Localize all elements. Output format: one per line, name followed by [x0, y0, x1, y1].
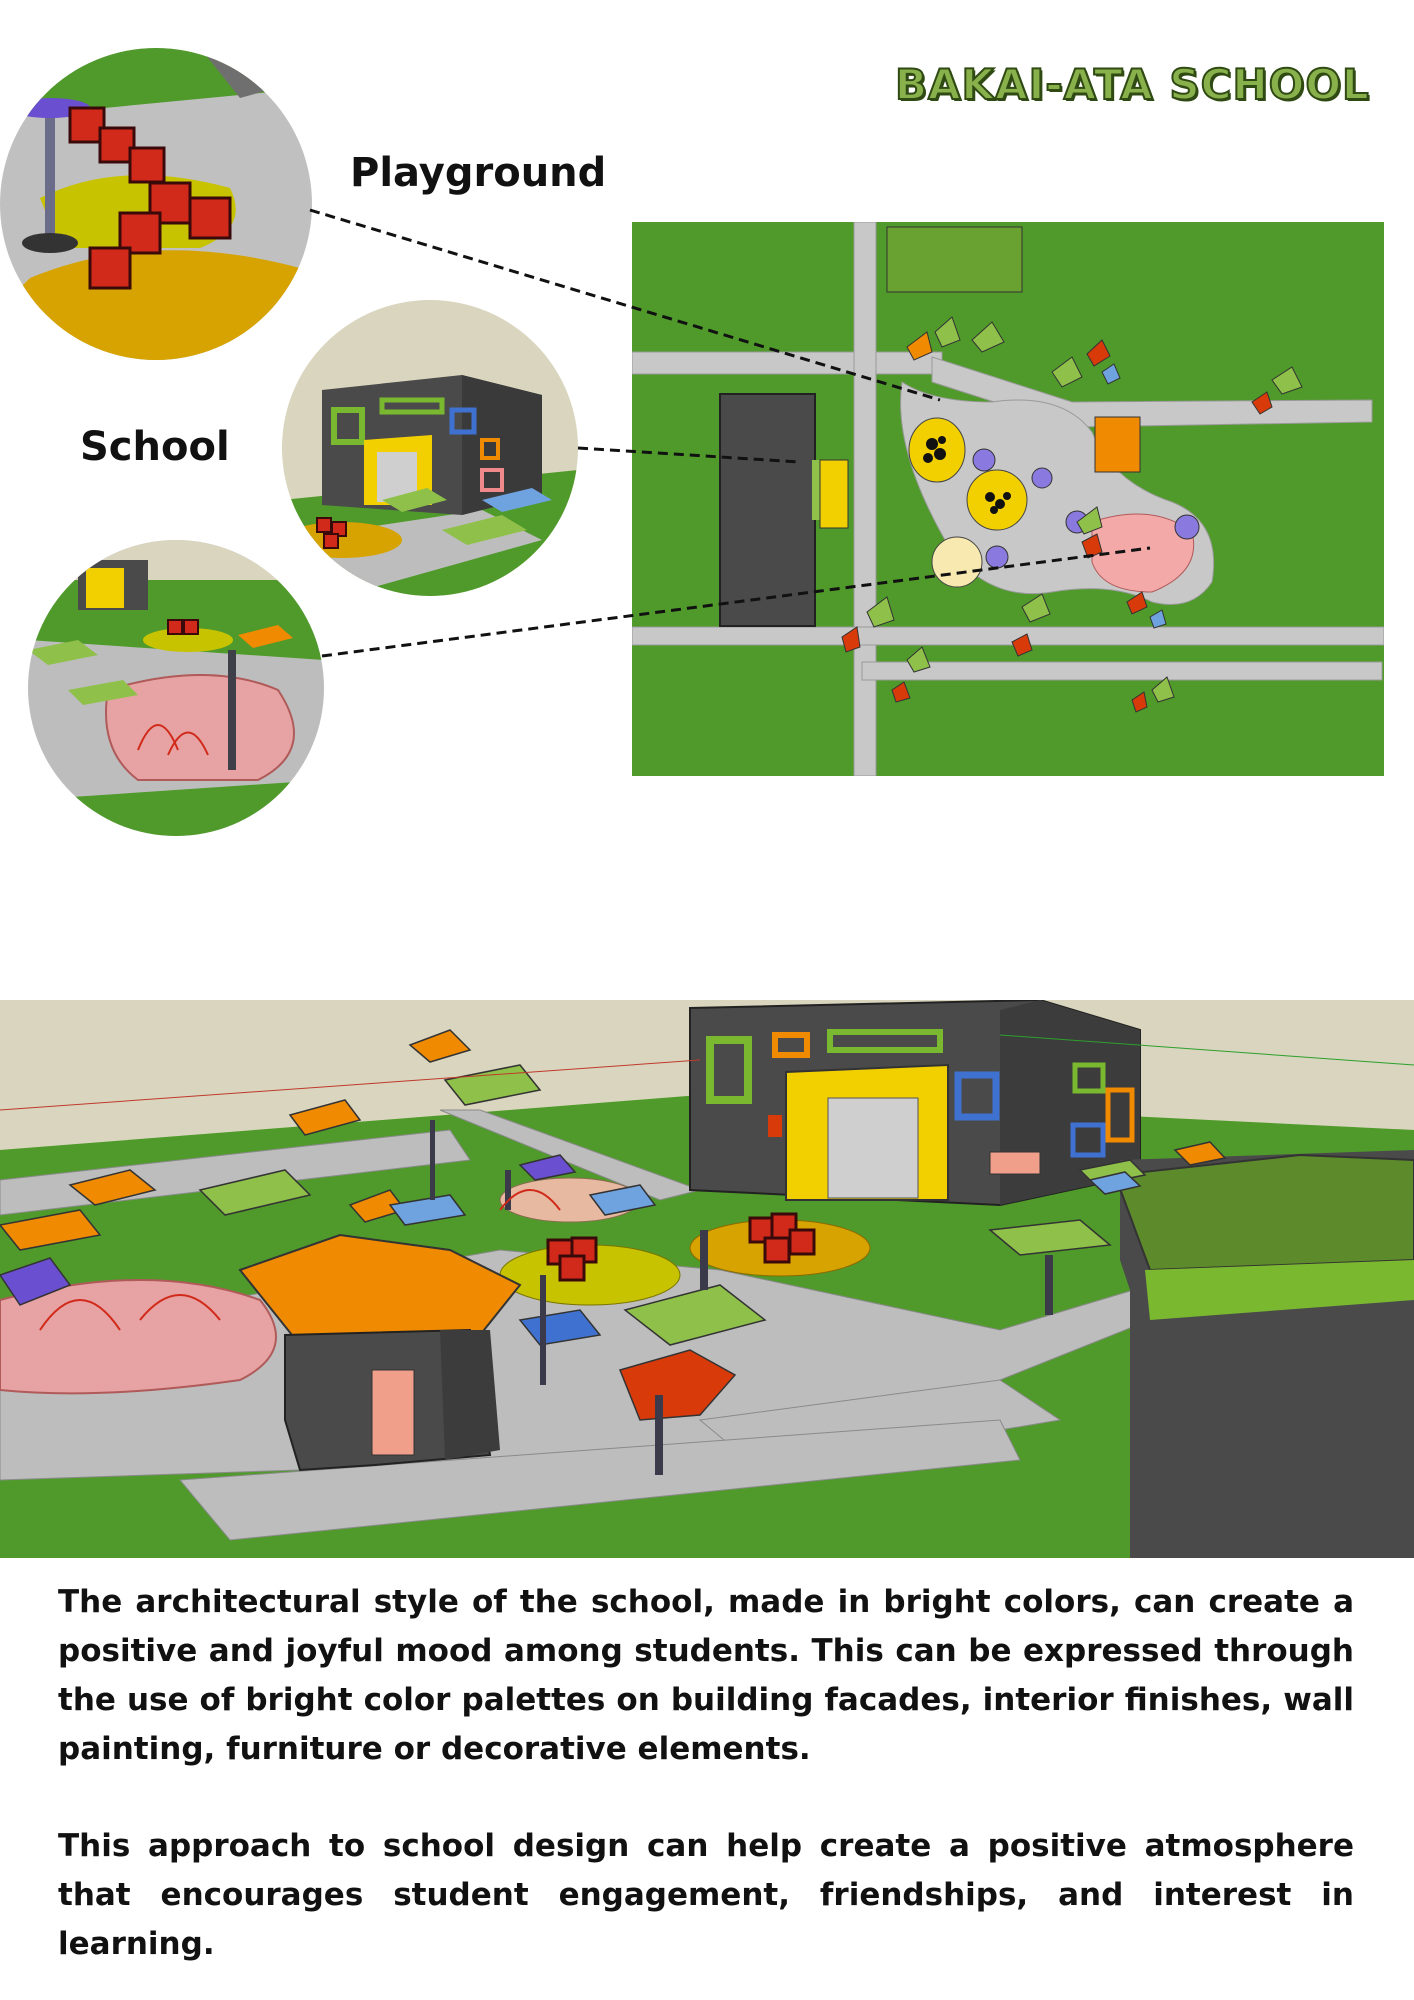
campus-perspective-image [0, 1000, 1414, 1558]
body-paragraph-2: This approach to school design can help create a positive atmosphere that encourages student engagement, friendships, and interest in learning. [58, 1828, 1354, 1962]
page-title: BAKAI-ATA SCHOOL [895, 60, 1370, 109]
callout-leader-lines [0, 0, 1414, 900]
body-paragraph-1: The architectural style of the school, made in bright colors, can create a positive and joyful mood among students. This can be expressed through the use of bright color palettes on building facades, interior finishes, wall painting, furniture or decorative elements. [58, 1584, 1354, 1767]
playground-label: Playground [350, 150, 607, 196]
school-label: School [80, 424, 230, 470]
